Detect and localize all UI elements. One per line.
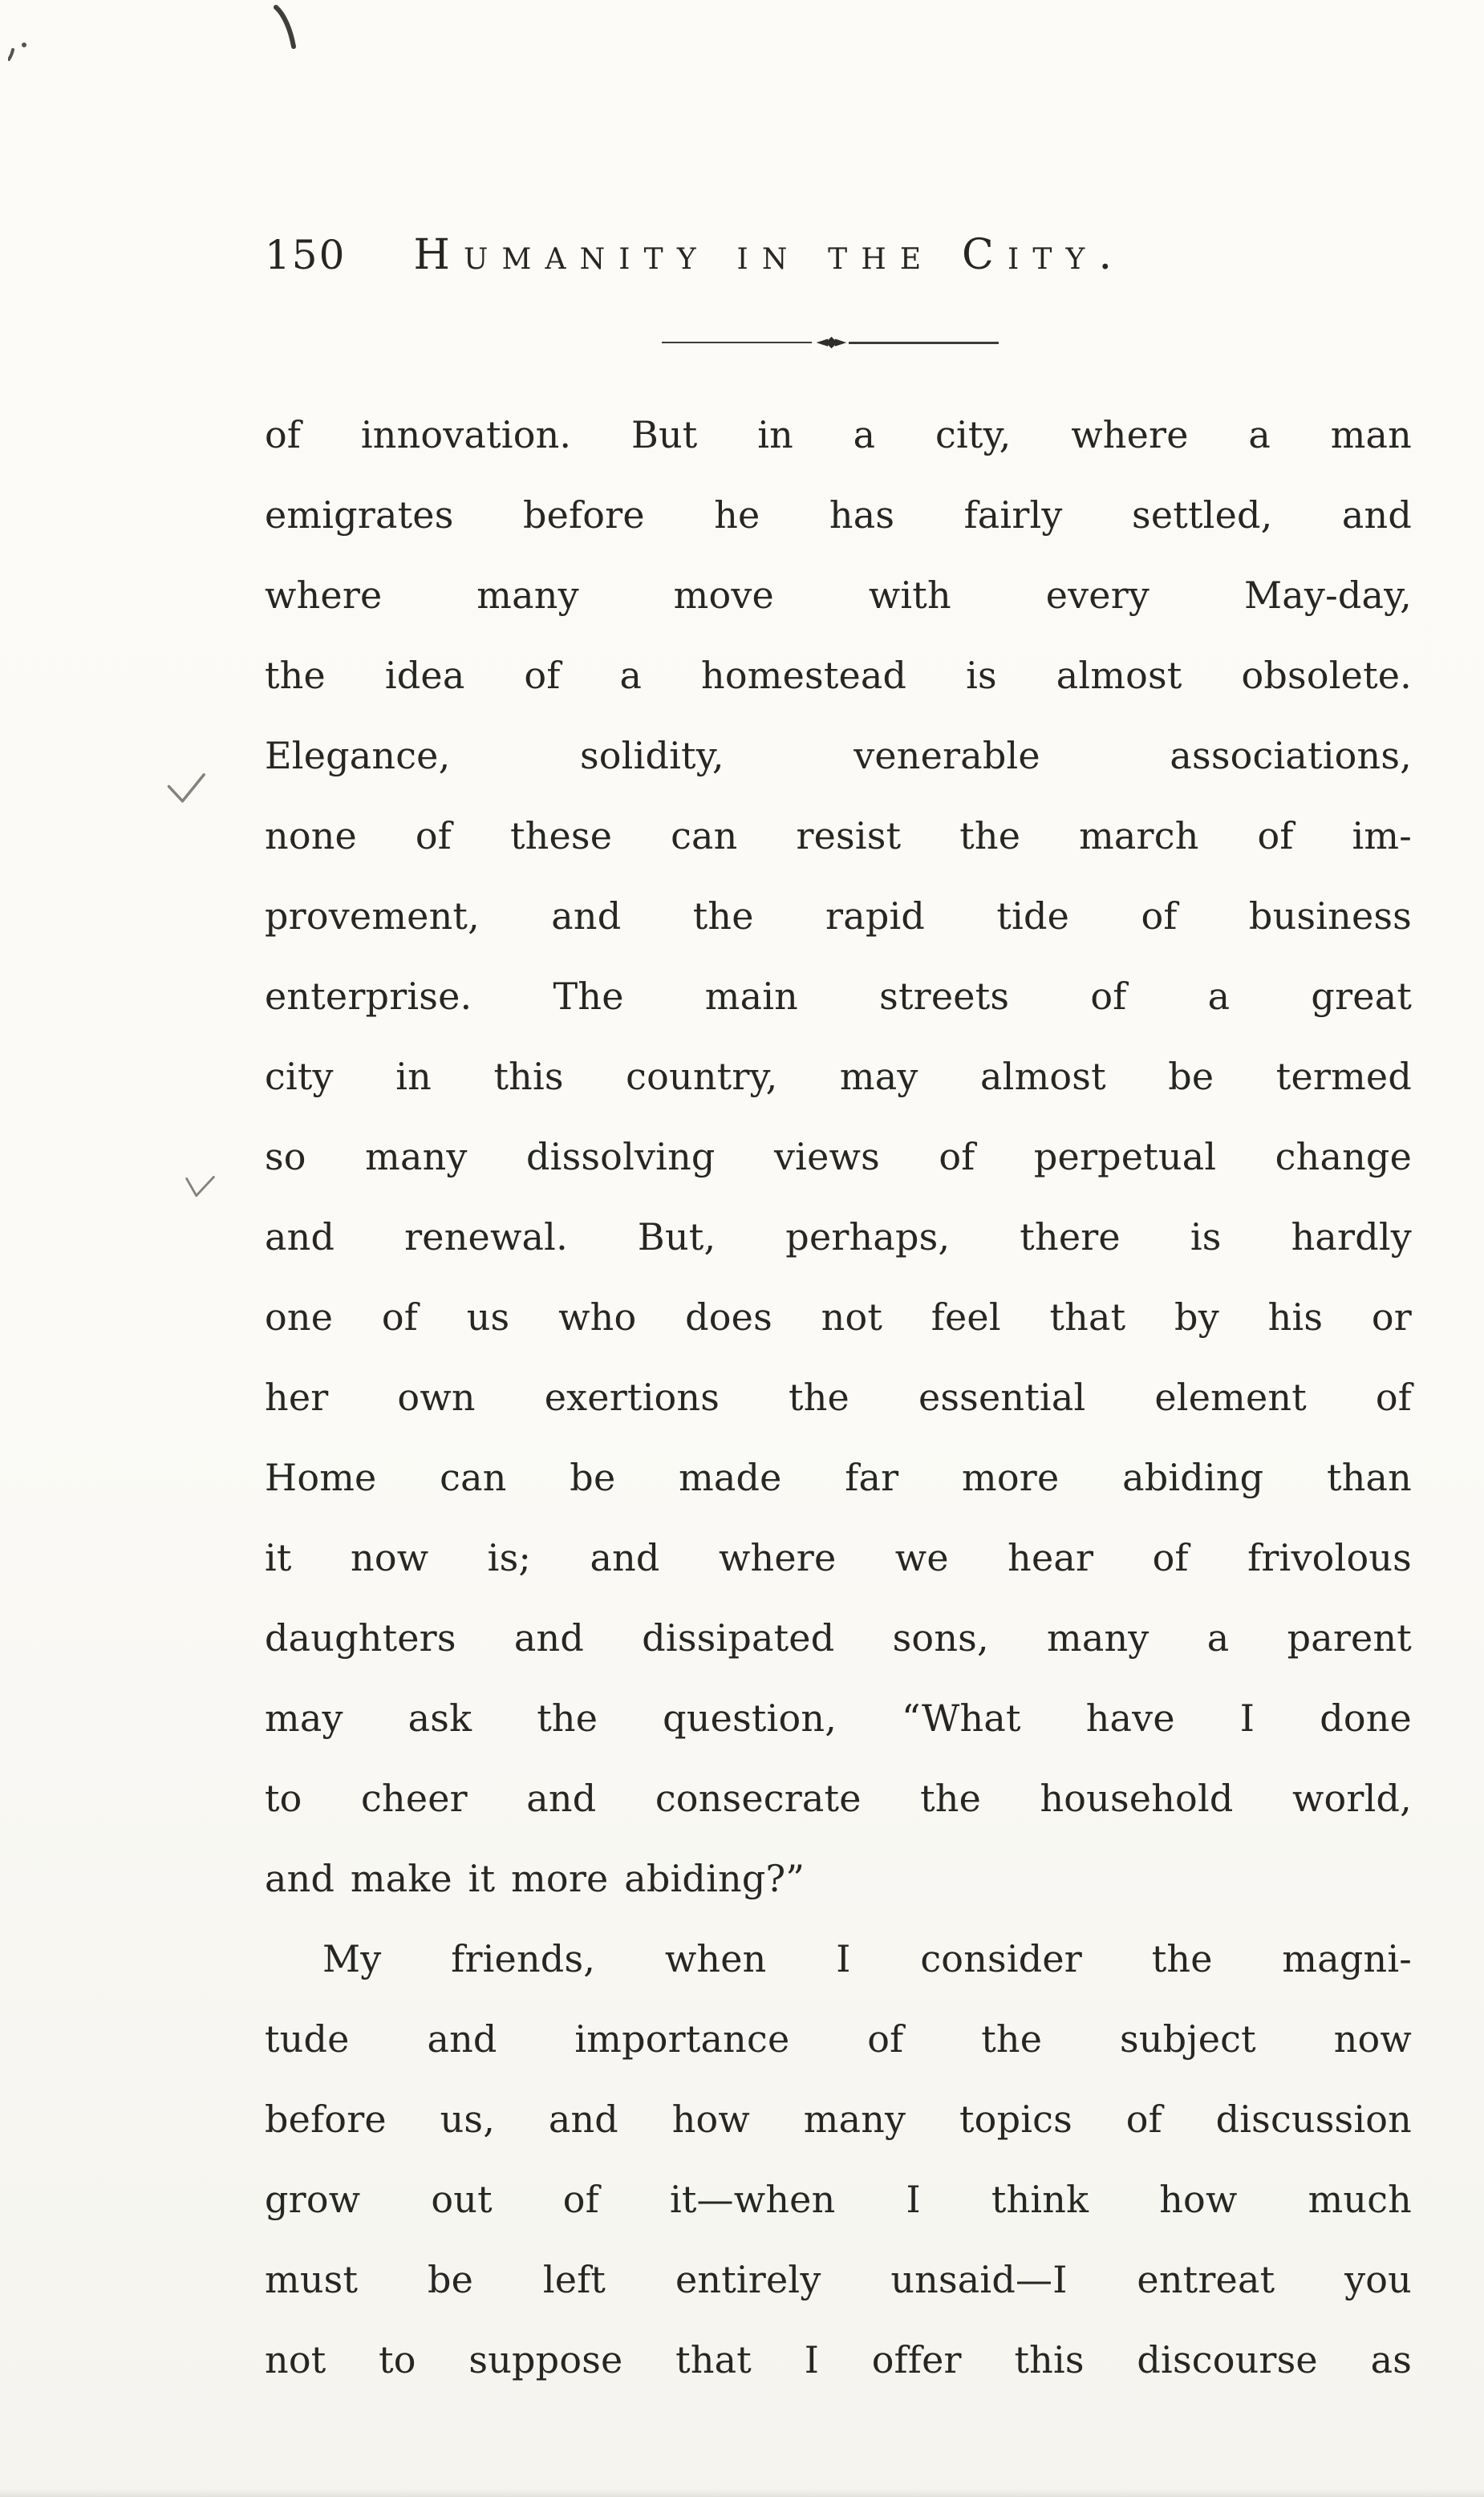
text-line: city in this country, may almost be termed	[265, 1055, 1412, 1098]
text-line: My friends, when I consider the magni-	[322, 1937, 1412, 1980]
text-line: and renewal. But, perhaps, there is hardly	[265, 1215, 1412, 1259]
text-line: grow out of it—when I think how much	[265, 2178, 1412, 2221]
text-line: provement, and the rapid tide of business	[265, 894, 1412, 938]
text-line: her own exertions the essential element of	[265, 1376, 1412, 1419]
page-number: 150	[265, 232, 347, 278]
pen-stroke-icon	[271, 5, 303, 50]
text-line: enterprise. The main streets of a great	[265, 975, 1412, 1018]
text-line: one of us who does not feel that by his or	[265, 1295, 1412, 1339]
pencil-check-mark-icon	[184, 1171, 218, 1201]
text-line: and make it more abiding?”	[265, 1857, 805, 1900]
text-line: the idea of a homestead is almost obsolete.	[265, 654, 1412, 697]
running-title: Humanity in the City.	[413, 231, 1126, 279]
text-line: none of these can resist the march of im-	[265, 814, 1412, 857]
ink-dots-icon	[8, 35, 43, 63]
text-line: where many move with every May-day,	[265, 574, 1412, 617]
pencil-check-mark-icon	[165, 769, 210, 809]
scan-edge-shadow	[0, 2489, 1484, 2497]
text-line: must be left entirely unsaid—I entreat you	[265, 2258, 1412, 2301]
page-header	[265, 231, 1125, 279]
divider-rule-right	[849, 342, 999, 344]
text-line: so many dissolving views of perpetual change	[265, 1135, 1412, 1178]
divider-rule-left	[662, 342, 812, 343]
text-line: daughters and dissipated sons, many a parent	[265, 1616, 1412, 1660]
text-line: may ask the question, “What have I done	[265, 1696, 1412, 1740]
text-line: it now is; and where we hear of frivolous	[265, 1536, 1412, 1579]
text-line: to cheer and consecrate the household world,	[265, 1777, 1412, 1820]
text-line: before us, and how many topics of discussion	[265, 2098, 1412, 2141]
text-line: of innovation. But in a city, where a man	[265, 413, 1412, 456]
text-block	[265, 395, 1412, 2400]
text-line: Elegance, solidity, venerable associations,	[265, 734, 1412, 777]
divider-ornament-icon: ◄◆►	[816, 333, 845, 351]
header-divider	[662, 334, 999, 351]
text-line: not to suppose that I offer this discourse as	[265, 2338, 1412, 2381]
text-line: Home can be made far more abiding than	[265, 1456, 1412, 1499]
text-line: tude and importance of the subject now	[265, 2017, 1412, 2061]
text-line: emigrates before he has fairly settled, and	[265, 493, 1412, 537]
